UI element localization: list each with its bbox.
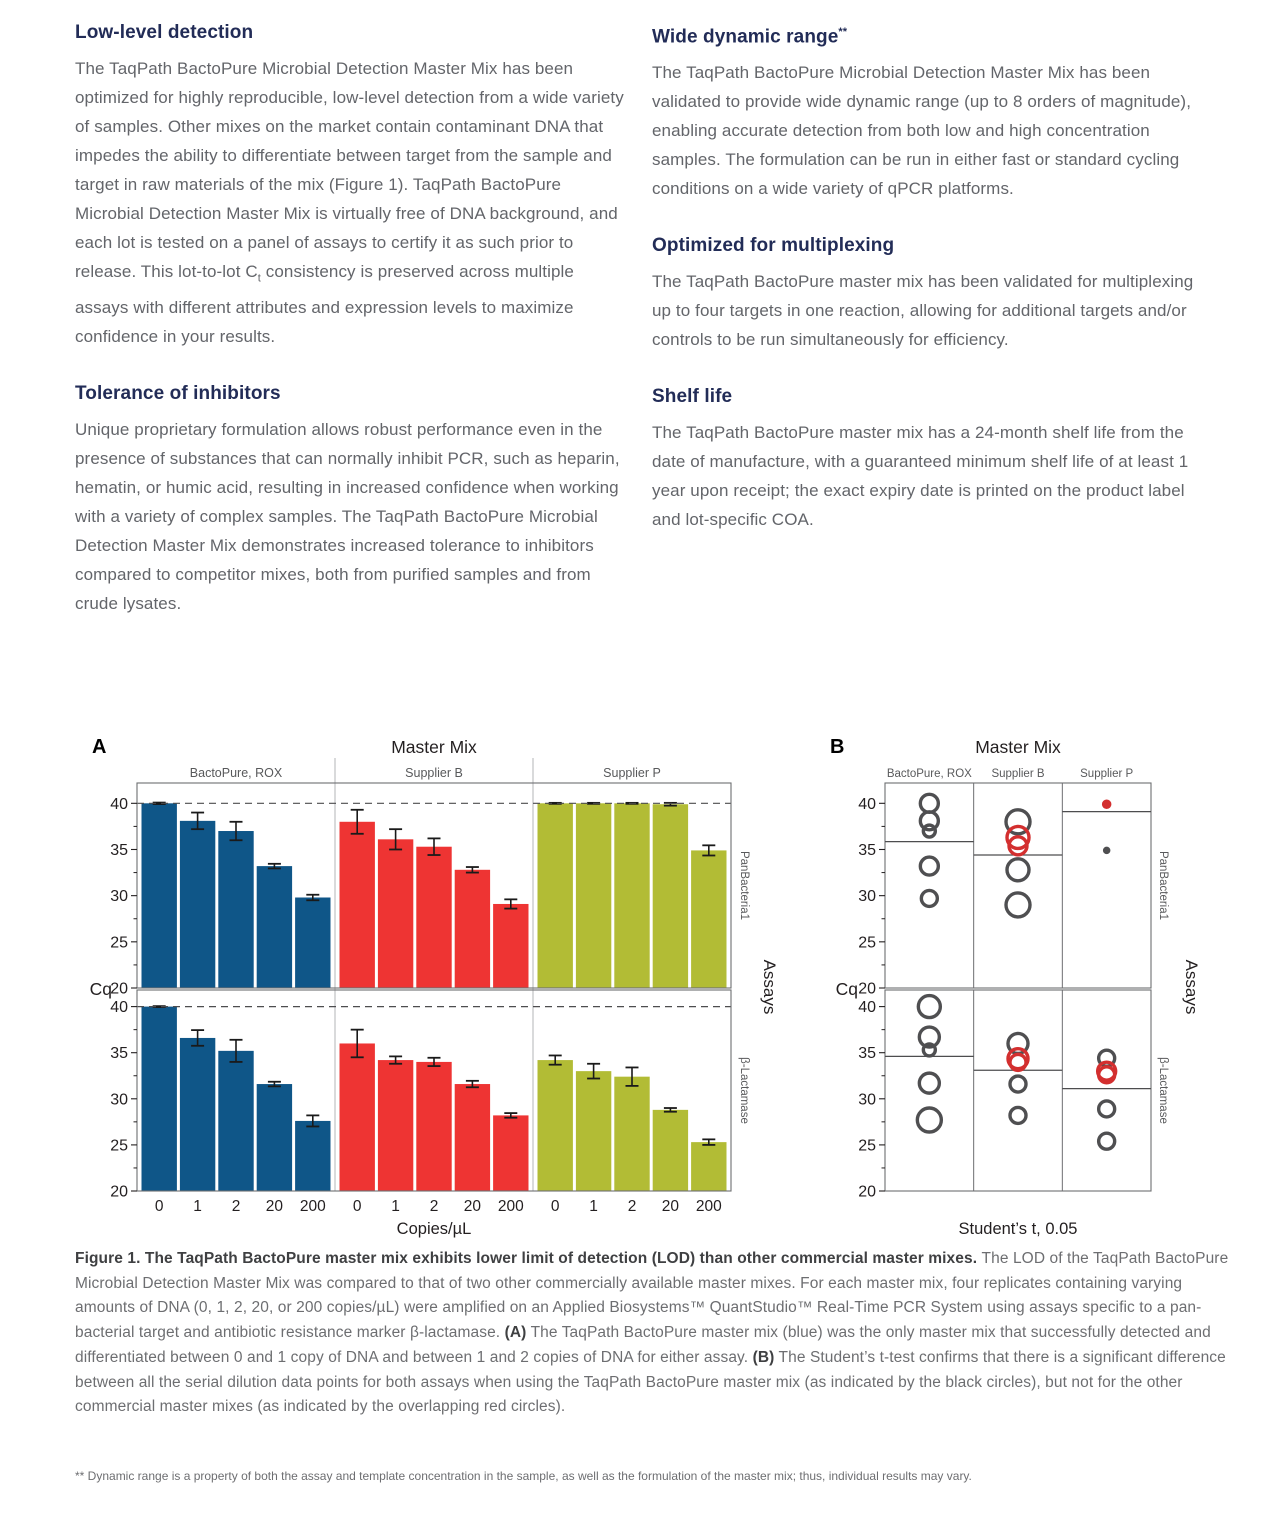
y-tick-label: 25 xyxy=(858,934,876,952)
section-paragraph: Unique proprietary formulation allows robust performance even in the presence of substances that can normally inhibit PCR, such as heparin, hematin, or humic acid, resulting in increased confidence when working with a variety of complex samples. The TaqPath BactoPure Microbial Detection Master Mix demonstrates increased tolerance to inhibitors compared to competitor mixes, both from purified samples and from crude lysates. xyxy=(75,420,620,614)
x-tick-label: 2 xyxy=(429,1198,439,1215)
caption-bold-run: Figure 1. The TaqPath BactoPure master mix exhibits lower limit of detection (LOD) than other commercial master mixes. xyxy=(75,1250,982,1267)
bar xyxy=(614,1077,649,1191)
bar xyxy=(142,803,177,988)
comparison-circle xyxy=(1010,1076,1026,1092)
y-tick-label: 25 xyxy=(110,934,128,952)
y-tick-label: 40 xyxy=(110,999,128,1017)
bar xyxy=(295,898,330,988)
heading-footnote-marker: ** xyxy=(838,26,848,38)
y-tick-label: 25 xyxy=(110,1137,128,1155)
bar xyxy=(493,904,528,988)
bar xyxy=(257,1084,292,1191)
copies-axis-label: Copies/µL xyxy=(396,1220,472,1238)
master-mix-group-label: Supplier B xyxy=(405,766,463,780)
assay-label: β-Lactamase xyxy=(1157,1057,1169,1124)
caption-bold-run: (A) xyxy=(504,1324,527,1342)
section-paragraph: The TaqPath BactoPure master mix has been validated for multiplexing up to four targets in one reaction, allowing for additional targets and/or controls to be run simultaneously for efficiency. xyxy=(652,272,1194,350)
bar xyxy=(653,1110,688,1191)
bar xyxy=(378,839,413,988)
x-tick-label: 200 xyxy=(299,1198,326,1215)
x-tick-label: 0 xyxy=(154,1198,164,1215)
assays-axis-label: Assays xyxy=(760,959,779,1015)
y-tick-label: 35 xyxy=(110,841,128,859)
figure-1-charts xyxy=(0,722,1275,1242)
section-paragraph: The TaqPath BactoPure Microbial Detection Master Mix has been optimized for highly reproducible, low-level detection from a wide variety of samples. Other mixes on the market contain contaminant DNA that impedes the ability to differentiate between target from the sample and target in raw materials of the mix (Figure 1). TaqPath BactoPure Microbial Detection Master Mix is virtually free of DNA background, and each lot is tested on a panel of assays to certify it as such prior to release. This lot-to-lot $C_t$ consistency is preserved across multiple assays with different attributes and expression levels to maximize confidence in your results. xyxy=(75,59,624,347)
comparison-circle xyxy=(1010,1107,1026,1123)
comparison-circle xyxy=(919,1073,939,1093)
section-tolerance-of-inhibitors xyxy=(75,381,627,618)
master-mix-group-label: Supplier P xyxy=(1080,768,1134,780)
comparison-circle xyxy=(1099,1101,1115,1117)
master-mix-group-label: BactoPure, ROX xyxy=(189,766,283,780)
assay-label: β-Lactamase xyxy=(738,1057,750,1124)
comparison-circle xyxy=(918,996,940,1018)
y-tick-label: 30 xyxy=(110,1091,128,1109)
section-paragraph: The TaqPath BactoPure master mix has a 24-month shelf life from the date of manufacture, with a guaranteed minimum shelf life of at least 1 year upon receipt; the exact expiry date is printed on the product label and lot-specific COA. xyxy=(652,423,1189,530)
bar xyxy=(378,1060,413,1191)
footnote: ** Dynamic range is a property of both the assay and template concentration in the sample, as well as the formulation of the master mix; thus, individual results may vary. xyxy=(75,1469,972,1483)
master-mix-group-label: Supplier B xyxy=(991,768,1045,780)
left-column xyxy=(75,20,627,648)
bar xyxy=(493,1115,528,1191)
y-tick-label: 35 xyxy=(858,1045,876,1063)
bar xyxy=(576,1071,611,1191)
bar xyxy=(538,1060,573,1191)
x-tick-label: 2 xyxy=(231,1198,241,1215)
bar xyxy=(142,1007,177,1191)
comparison-circle xyxy=(917,1108,941,1132)
y-tick-label: 20 xyxy=(858,980,876,998)
section-heading: Optimized for multiplexing xyxy=(652,235,895,257)
bar xyxy=(416,1062,451,1191)
y-tick-label: 30 xyxy=(858,888,876,906)
y-tick-label: 20 xyxy=(110,980,128,998)
y-tick-label: 40 xyxy=(858,795,876,813)
y-tick-label: 40 xyxy=(110,795,128,813)
caption-run: The Student’s t-test confirms that there is a significant difference between all the serial dilution data points for both assays when using the TaqPath BactoPure master mix (as indicated by the black circles), but not for the other commercial master mixes (as indicated by the overlapping red circles). xyxy=(75,1348,1226,1416)
caption-run: The TaqPath BactoPure master mix (blue) was the only master mix that successfully detected and differentiated between 0 and 1 copy of DNA and between 1 and 2 copies of DNA for either assay. xyxy=(75,1324,1211,1366)
comparison-circle xyxy=(1099,1133,1115,1149)
bar xyxy=(576,803,611,988)
section-heading: Tolerance of inhibitors xyxy=(75,383,281,405)
panel-b-label: B xyxy=(830,736,845,758)
bar xyxy=(653,804,688,988)
bar xyxy=(455,1084,490,1191)
bar xyxy=(340,1043,375,1191)
section-optimized-for-multiplexing xyxy=(652,233,1204,354)
comparison-circle xyxy=(1007,859,1029,881)
y-tick-label: 35 xyxy=(858,841,876,859)
bar xyxy=(340,822,375,988)
comparison-circle xyxy=(920,857,938,875)
students-t-axis-label: Student’s t, 0.05 xyxy=(958,1220,1078,1238)
section-heading: Low-level detection xyxy=(75,22,254,43)
bar xyxy=(455,870,490,988)
section-shelf-life xyxy=(652,384,1204,534)
y-tick-label: 40 xyxy=(858,999,876,1017)
comparison-circle xyxy=(921,890,937,906)
panel-a-title: Master Mix xyxy=(391,737,477,757)
bar xyxy=(691,1142,726,1191)
x-tick-label: 1 xyxy=(589,1198,598,1215)
caption-run: The LOD of the TaqPath BactoPure Microbial Detection Master Mix was compared to that of two other commercially available master mixes. For each master mix, four replicates containing varying amounts of DNA (0, 1, 2, 20, or 200 copies/µL) were amplified on an Applied Biosystems™ QuantStudio™ Real-Time PCR System using assays specific to a pan-bacterial target and antibiotic resistance marker β-lactamase. xyxy=(75,1250,1229,1342)
x-tick-label: 1 xyxy=(391,1198,400,1215)
comparison-circle xyxy=(1006,893,1030,917)
section-wide-dynamic-range xyxy=(652,20,1204,203)
bar xyxy=(416,847,451,988)
bar xyxy=(538,803,573,988)
caption-bold-run: (B) xyxy=(752,1348,775,1366)
master-mix-group-label: Supplier P xyxy=(603,766,661,780)
bar xyxy=(257,866,292,988)
assay-label: PanBacteria1 xyxy=(1157,850,1169,921)
x-tick-label: 20 xyxy=(463,1198,482,1215)
x-tick-label: 1 xyxy=(193,1198,202,1215)
y-tick-label: 20 xyxy=(110,1183,128,1201)
y-tick-label: 35 xyxy=(110,1045,128,1063)
comparison-circle xyxy=(1104,847,1110,853)
y-tick-label: 30 xyxy=(110,888,128,906)
cq-axis-label: Cq xyxy=(835,979,858,999)
bar xyxy=(614,803,649,988)
assays-axis-label: Assays xyxy=(1182,959,1201,1015)
bar xyxy=(691,850,726,988)
panel-b-title: Master Mix xyxy=(975,737,1061,757)
cq-axis-label: Cq xyxy=(89,979,112,999)
right-column xyxy=(652,20,1204,564)
comparison-circle xyxy=(920,794,938,812)
x-tick-label: 200 xyxy=(497,1198,524,1215)
x-tick-label: 200 xyxy=(695,1198,722,1215)
section-low-level-detection xyxy=(75,20,627,351)
x-tick-label: 20 xyxy=(661,1198,680,1215)
bar xyxy=(218,1051,253,1191)
x-tick-label: 0 xyxy=(352,1198,362,1215)
y-tick-label: 30 xyxy=(858,1091,876,1109)
section-heading: Shelf life xyxy=(652,386,733,408)
section-paragraph: The TaqPath BactoPure Microbial Detection Master Mix has been validated to provide wide dynamic range (up to 8 orders of magnitude), enabling accurate detection from both low and high concentration samples. The formulation can be run in either fast or standard cycling conditions on a wide variety of qPCR platforms. xyxy=(652,63,1192,199)
panel-a-label: A xyxy=(92,736,107,758)
bar xyxy=(180,1038,215,1191)
y-tick-label: 20 xyxy=(858,1183,876,1201)
bar xyxy=(218,831,253,988)
x-tick-label: 0 xyxy=(550,1198,560,1215)
section-heading: Wide dynamic range** xyxy=(652,26,848,48)
master-mix-group-label: BactoPure, ROX xyxy=(886,768,972,780)
bar xyxy=(295,1121,330,1191)
assay-label: PanBacteria1 xyxy=(738,850,750,921)
comparison-circle xyxy=(1103,800,1111,808)
x-tick-label: 2 xyxy=(627,1198,637,1215)
bar xyxy=(180,821,215,988)
y-tick-label: 25 xyxy=(858,1137,876,1155)
x-tick-label: 20 xyxy=(265,1198,284,1215)
figure-caption xyxy=(75,1247,1230,1420)
